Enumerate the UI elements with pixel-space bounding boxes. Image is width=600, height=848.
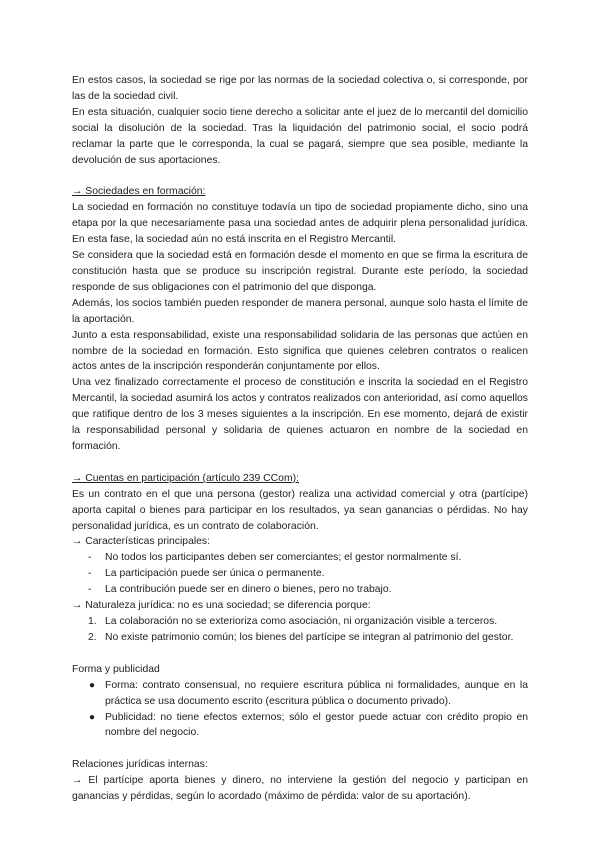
cuentas-intro: Es un contrato en el que una persona (gestor) realiza una actividad comercial y otra (partícipe) aporta capital o bienes para participar en los resultados, ya sean ganancias o pérdidas. No hay personalidad jurídica, es un contrato de colaboración. bbox=[72, 488, 528, 532]
naturaleza-label: → Naturaleza jurídica: no es una sociedad; se diferencia porque: bbox=[72, 600, 371, 612]
formacion-paragraph-2: Se considera que la sociedad está en formación desde el momento en que se firma la escritura de constitución hasta que se produce su inscripción registral. Durante este período, la sociedad responde de sus obligaciones con el patrimonio del que disponga. bbox=[72, 250, 528, 293]
list-item: - La participación puede ser única o permanente. bbox=[88, 568, 325, 580]
formacion-paragraph-5: Una vez finalizado correctamente el proceso de constitución e inscrita la sociedad en el Registro Mercantil, la sociedad asumirá los actos y contratos realizados con anterioridad, así como aquellos que ratifique dentro de los 3 meses siguientes a la inscripción. En ese momento, dejará de existir la responsabilidad personal y solidaria de quienes actuaron en nombre de la sociedad en formación. bbox=[72, 377, 528, 452]
bullet-icon: ● bbox=[89, 711, 96, 723]
section-heading-cuentas: → Cuentas en participación (artículo 239 CCom): bbox=[72, 472, 299, 484]
relaciones-paragraph: → El partícipe aporta bienes y dinero, no interviene la gestión del negocio y participan en ganancias y pérdidas, según lo acordado (máximo de pérdida: valor de su aportación). bbox=[72, 775, 528, 803]
list-item: - La contribución puede ser en dinero o bienes, pero no trabajo. bbox=[88, 584, 392, 596]
bullet-icon: ● bbox=[89, 679, 96, 691]
formacion-paragraph-1: La sociedad en formación no constituye todavía un tipo de sociedad propiamente dicho, sino una etapa por la que necesariamente pasa una sociedad antes de adquirir plena personalidad jurídica. En esta fase, la sociedad aún no está inscrita en el Registro Mercantil. bbox=[72, 202, 528, 246]
list-item: ● Publicidad: no tiene efectos externos; sólo el gestor puede actuar con crédito propio en nombre del negocio. bbox=[89, 711, 528, 739]
list-item: 1. La colaboración no se exterioriza como asociación, ni organización visible a terceros. bbox=[88, 616, 498, 627]
list-item: 2. No existe patrimonio común; los bienes del partícipe se integran al patrimonio del gestor. bbox=[88, 631, 514, 643]
formacion-paragraph-4: Junto a esta responsabilidad, existe una responsabilidad solidaria de las personas que actúen en nombre de la sociedad en formación. Esto significa que quienes celebren contratos o realicen actos antes de la inscripción responderán conjuntamente por ellos. bbox=[72, 329, 528, 373]
list-item: - No todos los participantes deben ser comerciantes; el gestor normalmente sí. bbox=[88, 552, 462, 564]
list-item: ● Forma: contrato consensual, no requiere escritura pública ni formalidades, aunque en la práctica se usa documento escrito (escritura pública o documento privado). bbox=[89, 679, 528, 707]
formacion-paragraph-3: Además, los socios también pueden responder de manera personal, aunque solo hasta el límite de la aportación. bbox=[72, 297, 528, 325]
section-heading-relaciones: Relaciones jurídicas internas: bbox=[72, 759, 208, 771]
section-heading-forma: Forma y publicidad bbox=[72, 663, 160, 675]
section-heading-formacion: → Sociedades en formación: bbox=[72, 186, 206, 198]
caracteristicas-list bbox=[72, 550, 528, 598]
caracteristicas-label: → Características principales: bbox=[72, 536, 211, 548]
document-page bbox=[72, 73, 528, 805]
intro-paragraph-2: En esta situación, cualquier socio tiene derecho a solicitar ante el juez de lo mercantil del domicilio social la disolución de la sociedad. Tras la liquidación del patrimonio social, el socio podrá reclamar la parte que le corresponda, la cual se pagará, siempre que sea posible, mediante la devolución de sus aportaciones. bbox=[72, 106, 528, 166]
naturaleza-list bbox=[72, 614, 528, 646]
forma-list bbox=[72, 678, 528, 742]
intro-paragraph-1: En estos casos, la sociedad se rige por las normas de la sociedad colectiva o, si corresponde, por las de la sociedad civil. bbox=[72, 75, 528, 102]
